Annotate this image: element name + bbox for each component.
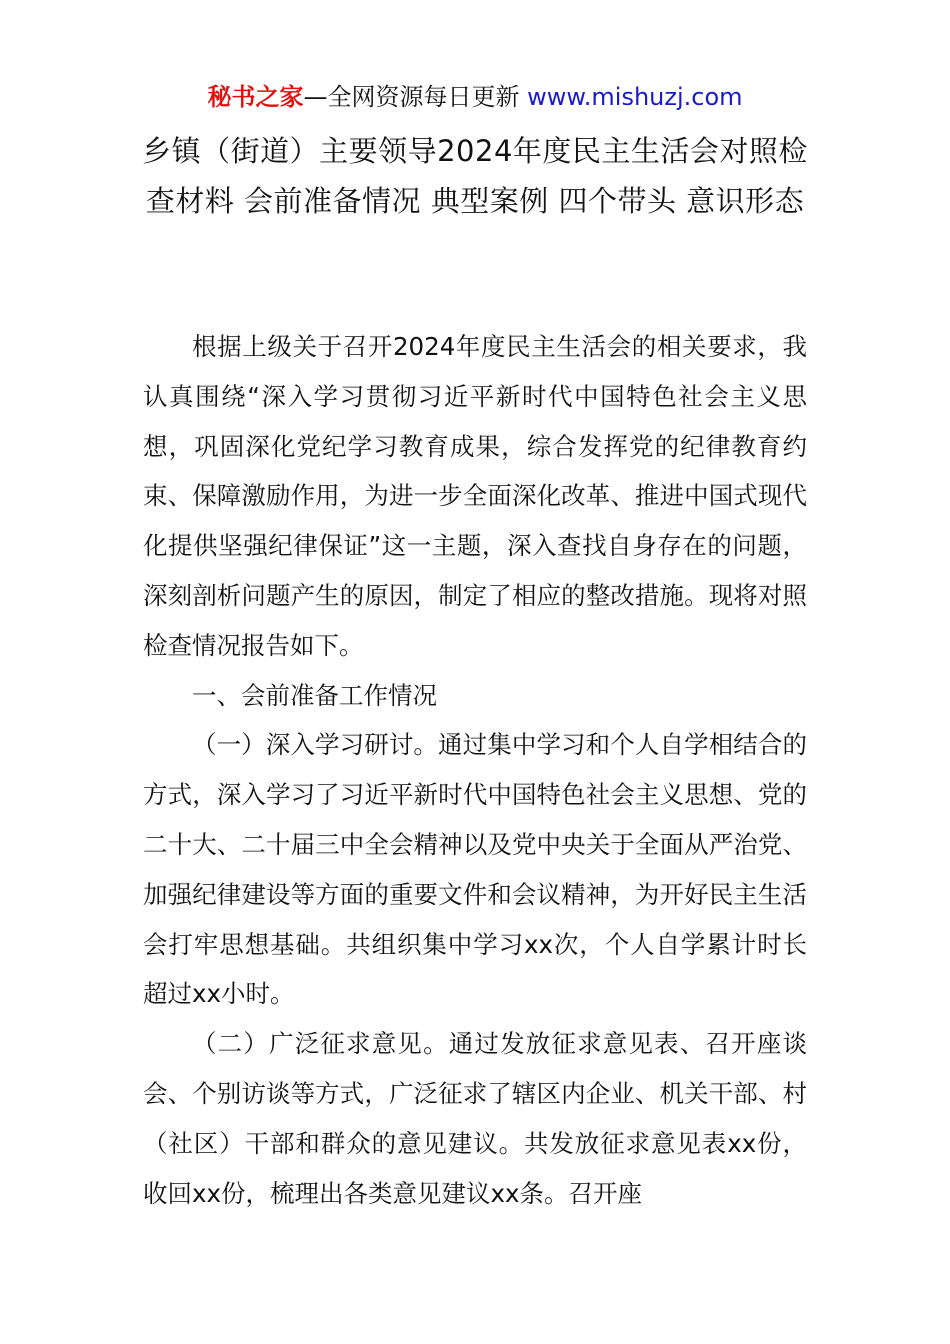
paragraph-study: （一）深入学习研讨。通过集中学习和个人自学相结合的方式，深入学习了习近平新时代中国特色社会主义思想、党的二十大、二十届三中全会精神以及党中央关于全面从严治党、加强纪律建设等方面的重要文件和会议精神，为开好民主生活会打牢思想基础。共组织集中学习xx次，个人自学累计时长超过xx小时。 — [143, 730, 807, 1009]
section-heading: 一、会前准备工作情况 — [192, 680, 437, 710]
document-title: 乡镇（街道）主要领导2024年度民主生活会对照检查材料 会前准备情况 典型案例 四个带头 意识形态 — [142, 134, 808, 218]
site-url[interactable]: www.mishuzj.com — [527, 83, 743, 111]
document-body — [143, 322, 807, 1218]
site-tagline: —全网资源每日更新 — [303, 83, 528, 111]
site-header — [0, 80, 950, 114]
paragraph-intro: 根据上级关于召开2024年度民主生活会的相关要求，我认真围绕“深入学习贯彻习近平新时代中国特色社会主义思想，巩固深化党纪学习教育成果，综合发挥党的纪律教育约束、保障激励作用，为进一步全面深化改革、推进中国式现代化提供坚强纪律保证”这一主题，深入查找自身存在的问题，深刻剖析问题产生的原因，制定了相应的整改措施。现将对照检查情况报告如下。 — [143, 332, 807, 660]
paragraph-feedback: （二）广泛征求意见。通过发放征求意见表、召开座谈会、个别访谈等方式，广泛征求了辖区内企业、机关干部、村（社区）干部和群众的意见建议。共发放征求意见表xx份，收回xx份，梳理出各类意见建议xx条。召开座 — [143, 1029, 807, 1208]
site-brand: 秘书之家 — [207, 83, 304, 111]
